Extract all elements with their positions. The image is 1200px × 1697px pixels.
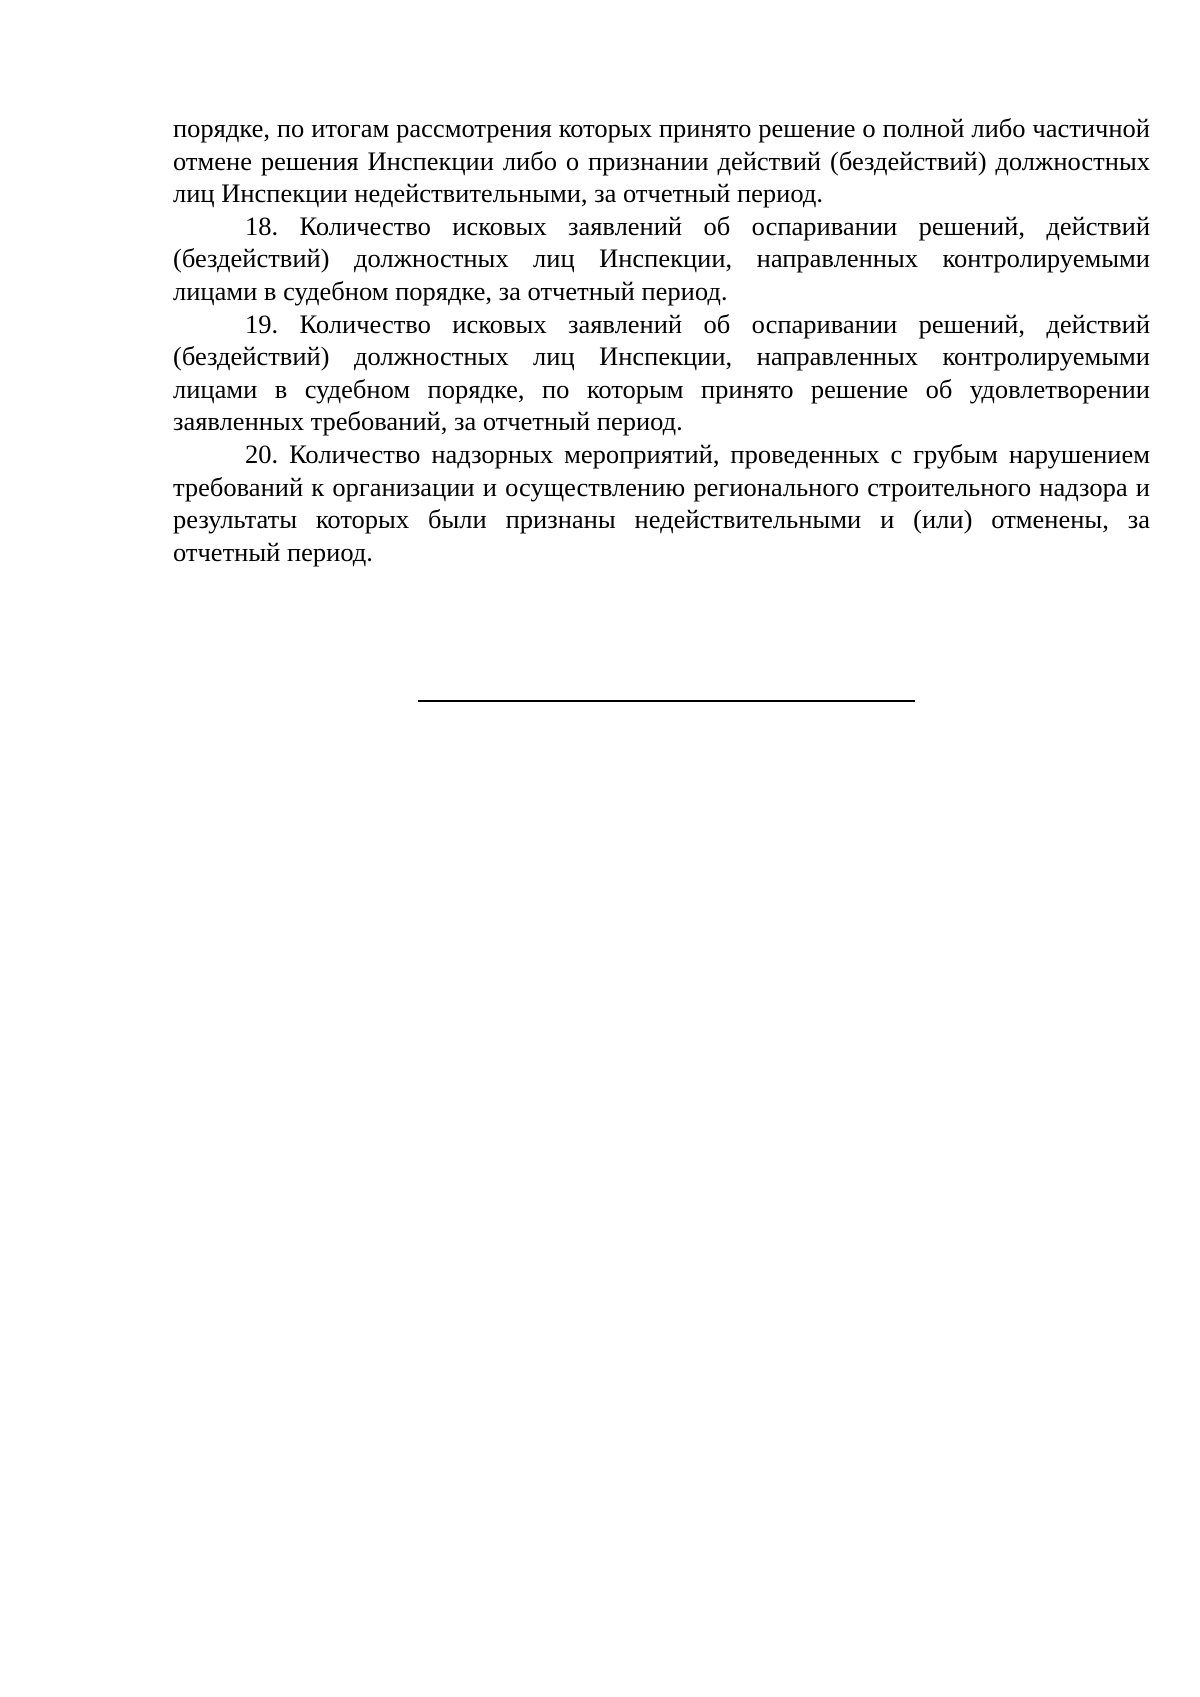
paragraph-item-18: 18. Количество исковых заявлений об оспаривании решений, действий (бездействий) должностных лиц Инспекции, направленных контролируемыми лицами в судебном порядке, за отчетный период.	[173, 210, 1150, 306]
paragraph-continuation: порядке, по итогам рассмотрения которых принято решение о полной либо частичной отмене решения Инспекции либо о признании действий (бездействий) должностных лиц Инспекции недействительными, за отчетный период.	[173, 113, 1150, 209]
paragraph-item-20: 20. Количество надзорных мероприятий, проведенных с грубым нарушением требований к организации и осуществлению регионального строительного надзора и результаты которых были признаны недействительными и (или) отменены, за отчетный период.	[173, 438, 1150, 567]
document-body	[173, 112, 1150, 568]
paragraph-item-19: 19. Количество исковых заявлений об оспаривании решений, действий (бездействий) должностных лиц Инспекции, направленных контролируемыми лицами в судебном порядке, по которым принято решение об удовлетворении заявленных требований, за отчетный период.	[173, 308, 1150, 437]
end-divider-line	[418, 700, 915, 702]
